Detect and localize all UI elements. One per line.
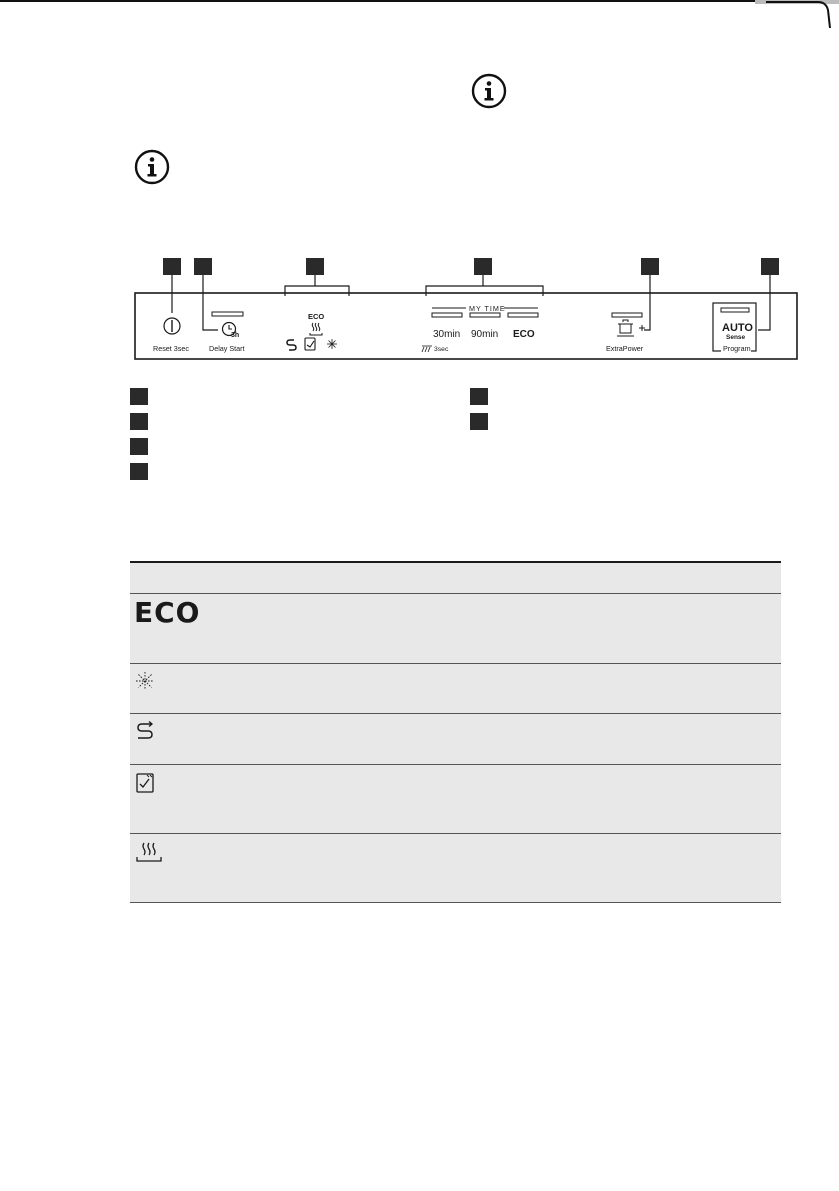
extrapower-indicator	[612, 313, 642, 317]
auto-label: AUTO	[722, 322, 753, 334]
callout-marker-4	[474, 258, 492, 275]
reset-label: Reset 3sec	[153, 344, 189, 353]
mytime-indicator-2	[470, 313, 500, 317]
power-button[interactable]	[164, 318, 180, 334]
eco-icon: ECO	[134, 596, 201, 629]
drying-indicator-icon	[310, 323, 322, 335]
indicator-eco: ECO	[308, 312, 325, 321]
legend-marker-4	[130, 463, 148, 480]
table-description-cell	[213, 664, 781, 714]
extrapower-button[interactable]	[617, 320, 645, 336]
mytime-eco[interactable]: ECO	[513, 329, 535, 340]
info-icon	[471, 73, 507, 109]
legend-marker-1	[130, 388, 148, 405]
callout-marker-2	[194, 258, 212, 275]
table-header-cell	[213, 562, 781, 594]
page-top-rule	[0, 0, 839, 4]
page-curl-icon	[766, 0, 839, 28]
table-description-cell	[213, 765, 781, 834]
mytime-90min[interactable]: 90min	[471, 329, 499, 340]
sense-label: Sense	[726, 334, 746, 341]
mytime-30min[interactable]: 30min	[433, 329, 461, 340]
drying-symbol-cell	[130, 834, 213, 903]
rinse-aid-symbol-cell	[130, 664, 213, 714]
legend-marker-5	[470, 388, 488, 405]
eco-symbol-cell	[130, 594, 213, 664]
delay-indicator-bar	[212, 312, 243, 316]
table-row	[130, 834, 781, 903]
program-label: Program	[723, 344, 751, 353]
table-row	[130, 765, 781, 834]
table-header-cell	[130, 562, 213, 594]
table-description-cell	[213, 594, 781, 664]
table-description-cell	[213, 834, 781, 903]
salt-indicator-icon	[287, 340, 296, 350]
salt-icon	[134, 720, 156, 742]
delay-hours: 3h	[231, 332, 240, 339]
info-icon	[134, 149, 170, 185]
machine-care-icon	[134, 771, 156, 795]
callout-marker-3	[306, 258, 324, 275]
table-description-cell	[213, 714, 781, 765]
rinse-aid-indicator-icon	[327, 339, 337, 349]
extrapower-label: ExtraPower	[606, 344, 644, 353]
mytime-indicator-3	[508, 313, 538, 317]
salt-symbol-cell	[130, 714, 213, 765]
legend-marker-6	[470, 413, 488, 430]
table-row	[130, 594, 781, 664]
table-row	[130, 664, 781, 714]
table-row	[130, 714, 781, 765]
drying-icon	[134, 840, 164, 864]
machine-care-symbol-cell	[130, 765, 213, 834]
delay-start-label: Delay Start	[209, 344, 245, 353]
table-header-row	[130, 562, 781, 594]
callout-marker-1	[163, 258, 181, 275]
control-panel-diagram	[118, 250, 798, 370]
mytime-indicator-1	[432, 313, 462, 317]
rinse-hold-icon	[422, 346, 432, 352]
legend-marker-2	[130, 413, 148, 430]
machine-care-indicator-icon	[305, 338, 315, 350]
callout-marker-6	[761, 258, 779, 275]
mytime-hold-time: 3sec	[434, 346, 449, 353]
rinse-aid-icon	[134, 670, 156, 692]
legend-marker-3	[130, 438, 148, 455]
indicators-table	[130, 561, 781, 903]
mytime-label: MY TIME	[469, 304, 506, 313]
callout-marker-5	[641, 258, 659, 275]
